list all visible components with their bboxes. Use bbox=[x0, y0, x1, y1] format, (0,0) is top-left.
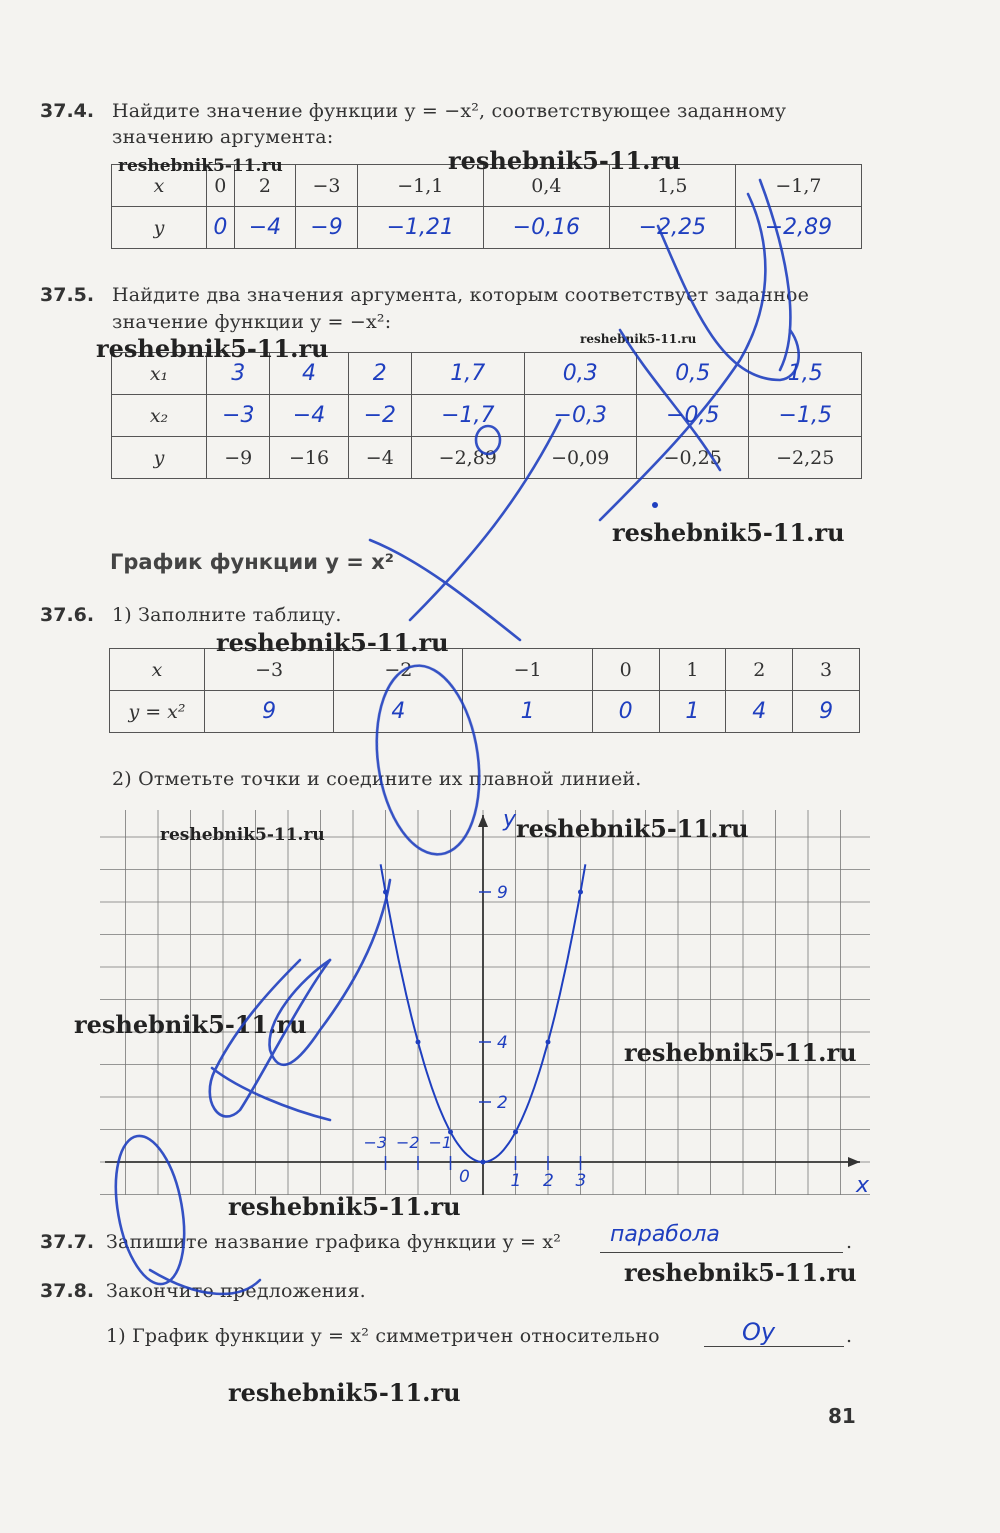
table-cell: 1,5 bbox=[609, 165, 735, 207]
table-cell: −1,1 bbox=[357, 165, 483, 207]
handwritten-answer: 9 bbox=[819, 699, 834, 724]
table-cell: 2 bbox=[726, 649, 793, 691]
table-cell: −0,25 bbox=[637, 437, 749, 479]
ink-dot bbox=[652, 502, 658, 508]
scribble-circle bbox=[476, 426, 500, 454]
scribble-loop bbox=[105, 1131, 194, 1290]
handwritten-answer: 0,5 bbox=[675, 361, 711, 386]
table-cell: −1 bbox=[463, 649, 592, 691]
handwritten-answer: 0 bbox=[618, 699, 633, 724]
row-header-y: y bbox=[112, 207, 207, 249]
row-header-y: y = x² bbox=[110, 691, 205, 733]
handwritten-answer: −2,89 bbox=[764, 215, 833, 240]
watermark: reshebnik5-11.ru bbox=[96, 334, 329, 363]
handwritten-answer: 1 bbox=[520, 699, 535, 724]
scribble-loop bbox=[365, 659, 490, 861]
y-tick-label: 2 bbox=[497, 1093, 508, 1113]
exercise-number-37-6: 37.6. bbox=[40, 604, 95, 626]
handwritten-answer: 0,3 bbox=[562, 361, 598, 386]
table-cell: 0 bbox=[592, 649, 659, 691]
x-axis-label: x bbox=[856, 1173, 870, 1195]
exercise-number-37-8: 37.8. bbox=[40, 1280, 95, 1302]
handwritten-answer: 3 bbox=[231, 361, 246, 386]
x-tick-label: −1 bbox=[428, 1133, 453, 1152]
watermark: reshebnik5-11.ru bbox=[516, 814, 749, 843]
scribble-stroke bbox=[212, 1068, 330, 1120]
exercise-number-37-4: 37.4. bbox=[40, 100, 95, 122]
table-cell: −2,89 bbox=[412, 437, 524, 479]
section-title: График функции y = x² bbox=[110, 550, 394, 574]
table-cell: −9 bbox=[207, 437, 270, 479]
table-cell: −3 bbox=[296, 165, 358, 207]
page-number: 81 bbox=[828, 1404, 856, 1428]
handwritten-answer: −4 bbox=[292, 403, 326, 428]
handwritten-answer: 2 bbox=[372, 361, 387, 386]
y-axis-label: y bbox=[503, 810, 517, 832]
handwritten-answer: −1,21 bbox=[386, 215, 455, 240]
x-tick-label: 3 bbox=[575, 1171, 587, 1191]
ex378-end: . bbox=[846, 1325, 853, 1347]
handwritten-answer: −2 bbox=[363, 403, 396, 428]
handwritten-answer: −0,5 bbox=[666, 403, 720, 428]
y-tick-label: 4 bbox=[497, 1033, 508, 1053]
ex375-text-line2: значение функции y = −x²: bbox=[112, 311, 392, 333]
row-header-x: x bbox=[112, 165, 207, 207]
watermark: reshebnik5-11.ru bbox=[624, 1258, 857, 1287]
table-cell: −0,09 bbox=[524, 437, 636, 479]
x-tick-label: −2 bbox=[396, 1133, 420, 1152]
handwritten-answer: −2,25 bbox=[638, 215, 707, 240]
handwritten-answer: −1,5 bbox=[778, 403, 832, 428]
table-cell: −2 bbox=[334, 649, 463, 691]
exercise-number-37-7: 37.7. bbox=[40, 1231, 95, 1253]
row-header-y: y bbox=[112, 437, 207, 479]
handwritten-answer: 1 bbox=[685, 699, 700, 724]
ex377-answer: парабола bbox=[610, 1222, 720, 1247]
handwritten-answer: −0,3 bbox=[553, 403, 607, 428]
handwritten-answer: −9 bbox=[310, 215, 343, 240]
row-header-x2: x₂ bbox=[112, 395, 207, 437]
handwritten-answer: 4 bbox=[752, 699, 767, 724]
table-cell: −3 bbox=[205, 649, 334, 691]
table-cell: 3 bbox=[793, 649, 860, 691]
watermark: reshebnik5-11.ru bbox=[228, 1192, 461, 1221]
row-header-x: x bbox=[110, 649, 205, 691]
row-header-x1: x₁ bbox=[112, 353, 207, 395]
watermark: reshebnik5-11.ru bbox=[580, 332, 697, 346]
table-cell: 0 bbox=[207, 165, 235, 207]
exercise-number-37-5: 37.5. bbox=[40, 284, 95, 306]
handwritten-answer: 1,5 bbox=[787, 361, 823, 386]
ex375-text-line1: Найдите два значения аргумента, которым соответствует заданное bbox=[112, 284, 810, 306]
x-tick-label: −3 bbox=[363, 1133, 388, 1152]
y-tick-label: 9 bbox=[497, 883, 508, 903]
watermark: reshebnik5-11.ru bbox=[118, 156, 283, 176]
ex376-task2: 2) Отметьте точки и соедините их плавной линией. bbox=[112, 768, 642, 790]
watermark: reshebnik5-11.ru bbox=[216, 628, 449, 657]
watermark: reshebnik5-11.ru bbox=[228, 1378, 461, 1407]
handwritten-answer: 9 bbox=[262, 699, 277, 724]
ex374-text-line1: Найдите значение функции y = −x², соответствующее заданному bbox=[112, 100, 787, 122]
table-cell: −16 bbox=[270, 437, 348, 479]
origin-label: 0 bbox=[459, 1167, 470, 1187]
handwritten-answer: −0,16 bbox=[512, 215, 581, 240]
table-cell: 1 bbox=[659, 649, 726, 691]
scribble-stroke bbox=[410, 420, 560, 620]
ex374-text-line2: значению аргумента: bbox=[112, 126, 334, 148]
watermark: reshebnik5-11.ru bbox=[624, 1038, 857, 1067]
handwritten-answer: 1,7 bbox=[450, 361, 486, 386]
table-cell: −1,7 bbox=[735, 165, 861, 207]
ex378-answer: Oy bbox=[742, 1318, 776, 1346]
watermark: reshebnik5-11.ru bbox=[74, 1010, 307, 1039]
watermark: reshebnik5-11.ru bbox=[612, 518, 845, 547]
ex376-task1: 1) Заполните таблицу. bbox=[112, 604, 342, 626]
ex378-sentence1: 1) График функции y = x² симметричен относительно bbox=[106, 1325, 660, 1347]
table-cell: 0,4 bbox=[483, 165, 609, 207]
ex378-text: Закончите предложения. bbox=[106, 1280, 366, 1302]
table-cell: −2,25 bbox=[749, 437, 862, 479]
watermark: reshebnik5-11.ru bbox=[448, 146, 681, 175]
handwritten-answer: 0 bbox=[213, 215, 228, 240]
ex377-text: Запишите название графика функции y = x² bbox=[106, 1231, 562, 1253]
handwritten-answer: 4 bbox=[302, 361, 317, 386]
scribble-stroke bbox=[600, 194, 765, 520]
handwritten-answer: 4 bbox=[391, 699, 406, 724]
handwritten-answer: −3 bbox=[222, 403, 255, 428]
watermark: reshebnik5-11.ru bbox=[160, 825, 325, 845]
ex377-end: . bbox=[846, 1231, 853, 1253]
x-tick-label: 2 bbox=[543, 1171, 554, 1191]
table-cell: 2 bbox=[234, 165, 296, 207]
scribble-stroke bbox=[658, 226, 799, 380]
table-cell: −4 bbox=[348, 437, 411, 479]
scribble-stroke bbox=[370, 540, 520, 640]
x-tick-label: 1 bbox=[510, 1171, 522, 1191]
handwritten-answer: −1,7 bbox=[441, 403, 495, 428]
handwritten-answer: −4 bbox=[248, 215, 282, 240]
